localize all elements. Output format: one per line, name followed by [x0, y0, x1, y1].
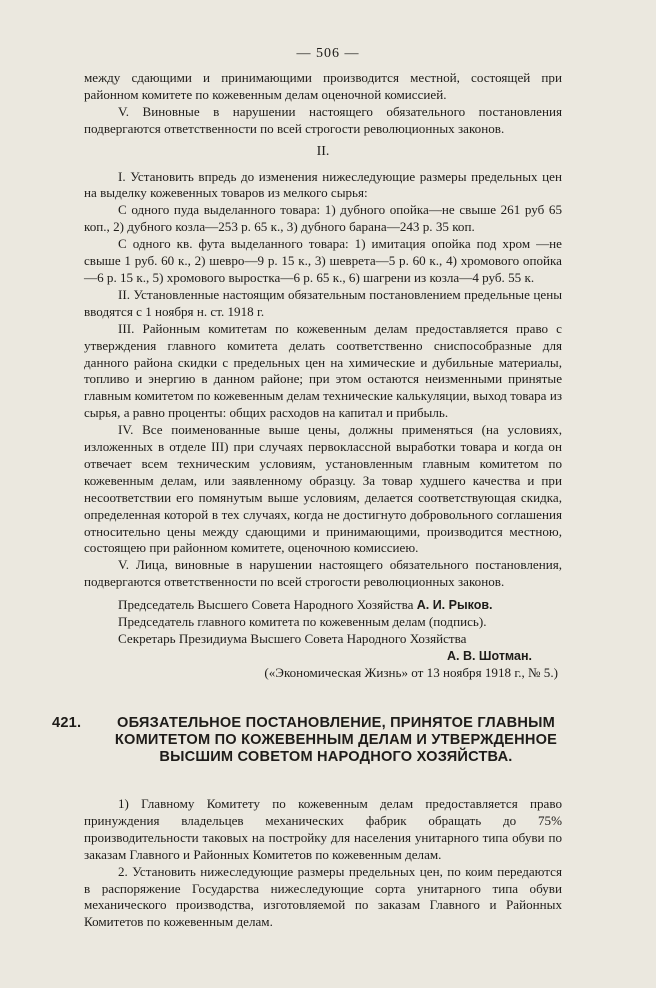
paragraph: V. Лица, виновные в нарушении настоящего обязательного постановления, подвергаются ответственности по всей строгости революционных законов. — [84, 557, 562, 590]
paragraph: 1) Главному Комитету по кожевенным делам предоставляется право принуждения владельцев механических фабрик обращать до 75% производительности таковых на постройку для населения унитарного типа обуви по заказам Главного и Районных Комитетов по кожевенным делам. — [84, 796, 562, 862]
document-heading — [52, 715, 578, 766]
document-body — [84, 70, 562, 682]
signature-line — [84, 597, 562, 614]
paragraph: С одного пуда выделанного товара: 1) дубного опойка—не свыше 261 руб 65 коп., 2) дубного козла—253 р. 65 к., 3) дубного барана—243 р. 35 коп. — [84, 202, 562, 235]
paragraph: 2. Установить нижеследующие размеры предельных цен, по коим передаются в распоряжение Государства нижеследующие сорта унитарного типа обуви механического производства, изготовляемой по заказам Главного и Районных Комитетов по кожевенным делам. — [84, 863, 562, 930]
signature-line — [84, 614, 562, 631]
paragraph: II. Установленные настоящим обязательным постановлением предельные цены вводятся с 1 ноября н. ст. 1918 г. — [84, 286, 562, 319]
document-number: 421. — [52, 715, 82, 731]
signature-line — [84, 631, 562, 648]
paragraph: III. Районным комитетам по кожевенным делам предоставляется право с утверждения главного комитета делать соответственно сниспособразные для данного района скидки с предельных цен на химические и дубильные материалы, топливо и энергию в данном районе; при этом остаются неизменными принятые главным комитетом по кожевенным делам технические калькуляции, выход товара из сырья, а равно проценты: общих расходов на капитал и прибыль. — [84, 320, 562, 421]
document-body-lower — [84, 796, 562, 931]
paragraph: С одного кв. фута выделанного товара: 1) имитация опойка под хром —не свыше 1 руб. 60 к., 2) шевро—9 р. 15 к., 3) шеврета—5 р. 60 к., 4) хромового опойка—6 р. 15 к., 5) хромового выростка—6 р. 65 к., 6) шагрени из козла—4 руб. 55 к. — [84, 236, 562, 285]
section-mark: II. — [316, 143, 330, 159]
paragraph: между сдающими и принимающими производится местной, состоящей при районном комитете по кожевенным делам оценочной комиссией. — [84, 70, 562, 102]
signature-role: Председатель Высшего Совета Народного Хозяйства — [118, 597, 414, 613]
signature-name: А. В. Шотман. — [446, 648, 532, 663]
signature-name: А. И. Рыков. — [416, 598, 493, 613]
paragraph: I. Установить впредь до изменения нижеследующие размеры предельных цен на выделку кожевенных товаров из мелкого сырья: — [84, 168, 562, 201]
paragraph: V. Виновные в нарушении настоящего обязательного постановления подвергаются ответственности по всей строгости революционных законов. — [84, 103, 562, 136]
signature-role: Секретарь Президиума Высшего Совета Народного Хозяйства — [118, 631, 467, 646]
paragraph: IV. Все поименованные выше цены, должны применяться (на условиях, изложенных в отделе III) при случаях первоклассной выработки товара и когда он отвечает всем техническим условиям, установленным главным комитетом по кожевенным делам, или заявленному образцу. За товар худшего качества и при несоответствии его помянутым выше условиям, делается соответствующая скидка, определенная которой в тех случаях, когда не достигнуто добровольного соглашения относительно цены между сдающими и принимающими, производится местною, состоящею при районном комитете, оценочною комиссиею. — [84, 422, 562, 556]
source-citation: («Экономическая Жизнь» от 13 ноября 1918 г., № 5.) — [264, 664, 558, 680]
signature-role: Председатель главного комитета по кожевенным делам (подпись). — [118, 614, 487, 630]
page-number: — 506 — — [296, 46, 360, 61]
document-title: ОБЯЗАТЕЛЬНОЕ ПОСТАНОВЛЕНИЕ, ПРИНЯТОЕ ГЛАВНЫМ КОМИТЕТОМ ПО КОЖЕВЕННЫМ ДЕЛАМ И УТВЕРЖДЕННОЕ ВЫСШИМ СОВЕТОМ НАРОДНОГО ХОЗЯЙСТВА. — [114, 715, 558, 765]
